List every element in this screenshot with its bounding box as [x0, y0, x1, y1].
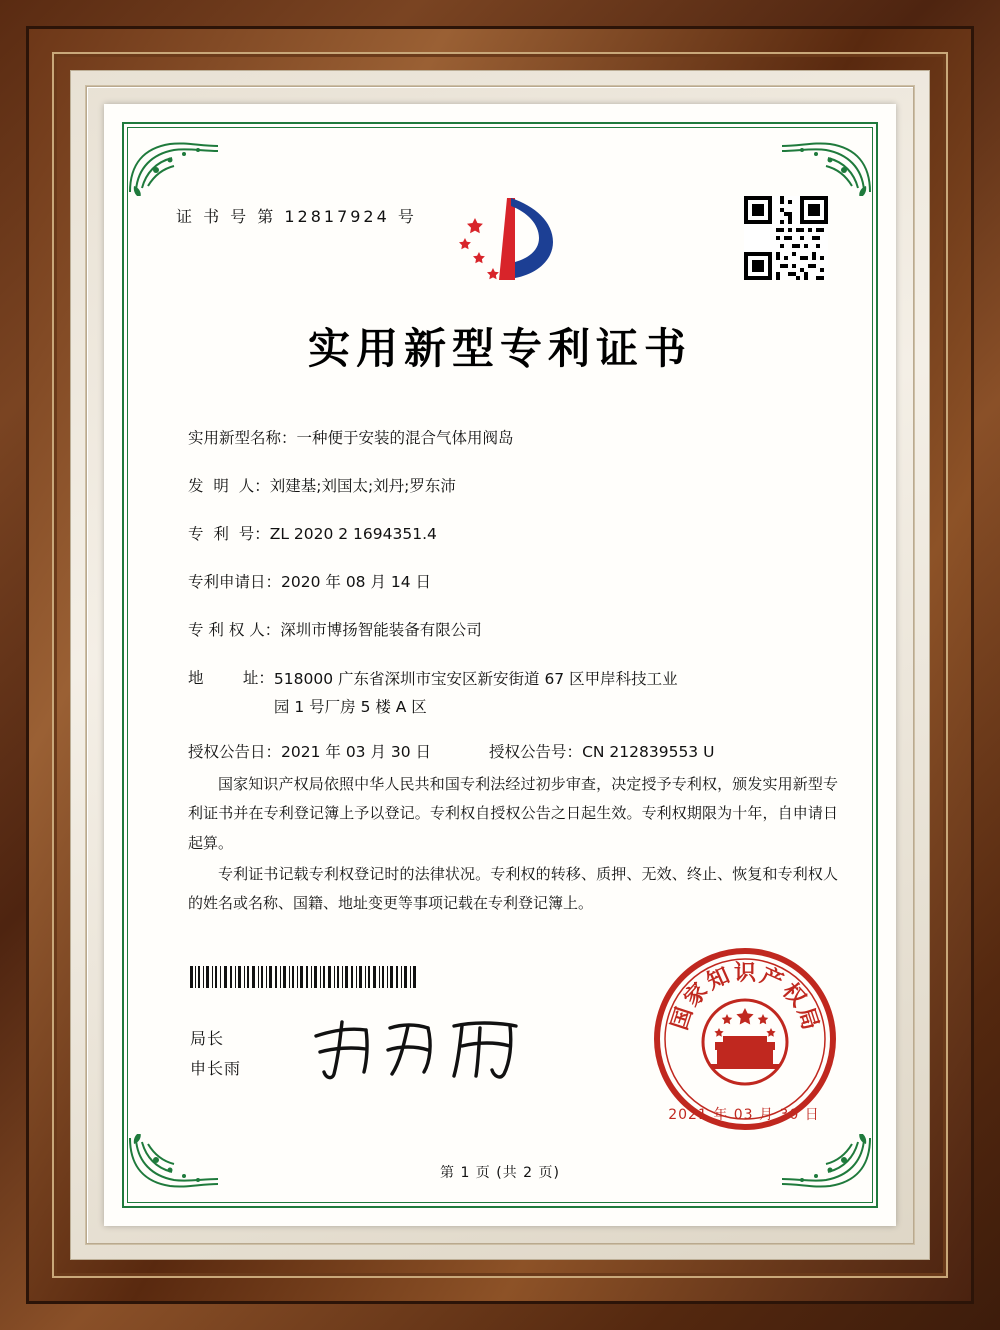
- field-row-grant: [188, 740, 836, 764]
- grant-number-label: 授权公告号：: [489, 742, 583, 761]
- field-value: ZL 2020 2 1694351.4: [269, 525, 437, 544]
- field-row: [188, 426, 836, 450]
- legal-text: [188, 770, 838, 920]
- certificate-fields: [188, 426, 836, 774]
- svg-text:识: 识: [733, 961, 757, 986]
- field-value: 一种便于安装的混合气体用阀岛: [296, 429, 514, 447]
- svg-text:局: 局: [792, 1004, 823, 1034]
- grant-date-value: 2021 年 03 月 30 日: [281, 742, 432, 761]
- field-label: 专 利 权 人：: [188, 621, 281, 640]
- seal-date: 2021 年 03 月 30 日: [668, 1107, 820, 1123]
- grant-date-label: 授权公告日：: [188, 742, 282, 761]
- signatory-block: [190, 1024, 241, 1085]
- field-row-address: [188, 666, 836, 722]
- legal-paragraph-1: 国家知识产权局依照中华人民共和国专利法经过初步审查，决定授予专利权，颁发实用新型专利证书并在专利登记簿上予以登记。专利权自授权公告之日起生效。专利权期限为十年，自申请日起算。: [188, 775, 838, 852]
- barcode-icon: [190, 966, 420, 988]
- address-line-2: 园 1 号厂房 5 楼 A 区: [273, 697, 427, 716]
- field-value: 刘建基;刘国太;刘丹;罗东沛: [269, 477, 456, 496]
- field-value: 2020 年 08 月 14 日: [281, 573, 432, 592]
- field-row: [188, 570, 836, 594]
- field-row: [188, 474, 836, 498]
- svg-text:权: 权: [777, 978, 811, 1012]
- field-label: 地 址：: [188, 669, 274, 688]
- certificate-page: [104, 104, 896, 1226]
- legal-paragraph-2: 专利证书记载专利权登记时的法律状况。专利权的转移、质押、无效、终止、恢复和专利权人的姓名或名称、国籍、地址变更等事项记载在专利登记簿上。: [188, 864, 838, 912]
- field-label: 专 利 号：: [188, 525, 270, 544]
- certificate-number: 证 书 号 第 12817924 号: [176, 207, 417, 226]
- handwritten-signature-icon: [304, 1014, 534, 1084]
- address-line-1: 518000 广东省深圳市宝安区新安街道 67 区甲岸科技工业: [273, 670, 678, 689]
- field-row: [188, 618, 836, 642]
- field-label: 实用新型名称：: [188, 429, 297, 447]
- signatory-role: 局长: [190, 1029, 225, 1048]
- field-value: 深圳市博扬智能装备有限公司: [280, 621, 482, 640]
- svg-text:国: 国: [667, 1004, 698, 1034]
- field-label: 发 明 人：: [188, 477, 270, 496]
- svg-text:家: 家: [679, 978, 713, 1012]
- svg-text:知: 知: [703, 963, 734, 996]
- svg-text:产: 产: [756, 963, 787, 996]
- cnipa-logo-icon: [449, 192, 569, 288]
- qr-code-icon: [744, 196, 828, 280]
- page-title: 实用新型专利证书: [307, 324, 692, 373]
- field-row: [188, 522, 836, 546]
- grant-number-value: CN 212839553 U: [582, 742, 715, 761]
- signatory-name: 申长雨: [190, 1059, 242, 1079]
- page-footer: 第 1 页 (共 2 页): [440, 1165, 560, 1181]
- field-label: 专利申请日：: [188, 573, 282, 592]
